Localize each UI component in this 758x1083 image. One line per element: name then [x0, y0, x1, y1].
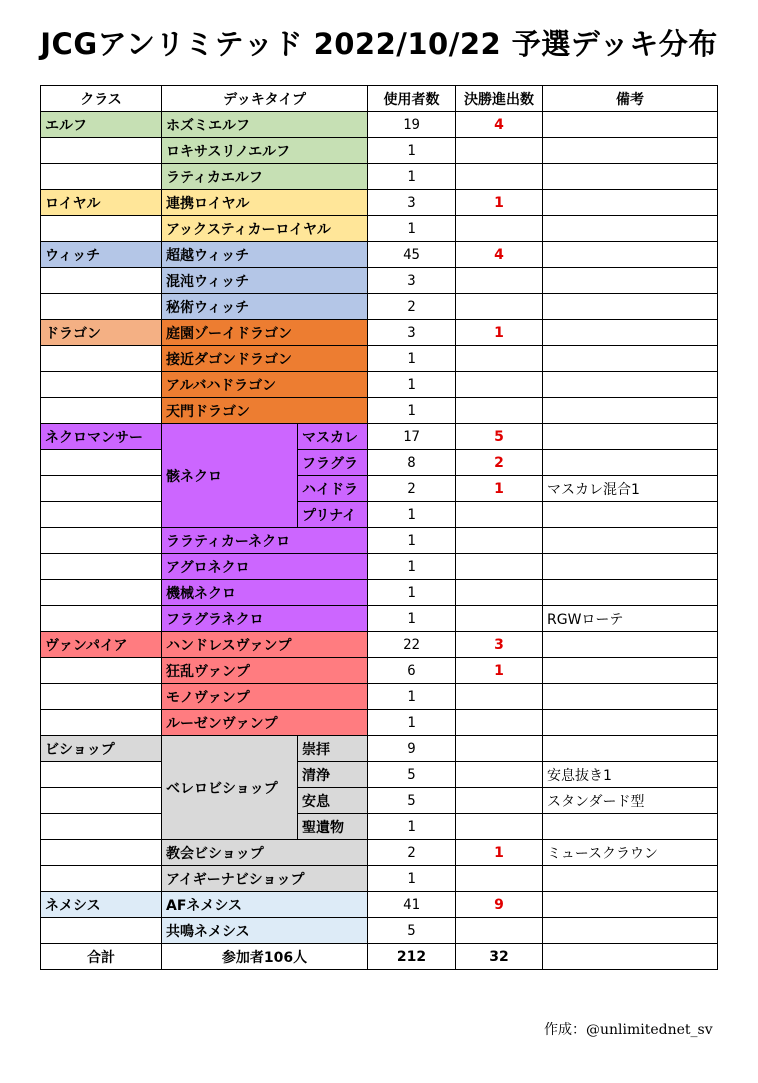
total-label: 合計 — [41, 944, 162, 970]
deck-cell: ラティカエルフ — [162, 164, 368, 190]
table-row — [41, 788, 718, 814]
note-cell — [543, 424, 718, 450]
users-cell: 2 — [368, 294, 456, 320]
class-cell: ドラゴン — [41, 320, 162, 346]
users-cell: 41 — [368, 892, 456, 918]
table-row — [41, 138, 718, 164]
note-cell — [543, 892, 718, 918]
deck-distribution-table — [40, 85, 718, 970]
finals-cell: 3 — [456, 632, 543, 658]
users-cell: 1 — [368, 814, 456, 840]
deck-cell: 機械ネクロ — [162, 580, 368, 606]
note-cell — [543, 346, 718, 372]
header-users: 使用者数 — [368, 86, 456, 112]
users-cell: 9 — [368, 736, 456, 762]
class-cell — [41, 164, 162, 190]
table-row — [41, 320, 718, 346]
users-cell: 1 — [368, 606, 456, 632]
deck-cell: AFネメシス — [162, 892, 368, 918]
deck-cell: 庭園ゾーイドラゴン — [162, 320, 368, 346]
deck-cell: 接近ダゴンドラゴン — [162, 346, 368, 372]
finals-cell: 1 — [456, 190, 543, 216]
note-cell: RGWローテ — [543, 606, 718, 632]
finals-cell — [456, 138, 543, 164]
table-row — [41, 814, 718, 840]
note-cell — [543, 710, 718, 736]
class-cell — [41, 528, 162, 554]
class-cell — [41, 450, 162, 476]
users-cell: 1 — [368, 372, 456, 398]
finals-cell — [456, 398, 543, 424]
class-cell: ネクロマンサー — [41, 424, 162, 450]
table-row — [41, 476, 718, 502]
table-row — [41, 840, 718, 866]
class-cell: ネメシス — [41, 892, 162, 918]
finals-cell: 4 — [456, 242, 543, 268]
deck-cell: 教会ビショップ — [162, 840, 368, 866]
note-cell — [543, 658, 718, 684]
class-cell — [41, 710, 162, 736]
note-cell — [543, 138, 718, 164]
users-cell: 1 — [368, 528, 456, 554]
total-users: 212 — [368, 944, 456, 970]
note-cell — [543, 684, 718, 710]
table-row — [41, 918, 718, 944]
finals-cell — [456, 528, 543, 554]
users-cell: 3 — [368, 268, 456, 294]
table-row — [41, 632, 718, 658]
note-cell — [543, 164, 718, 190]
table-row — [41, 372, 718, 398]
class-cell: エルフ — [41, 112, 162, 138]
note-cell — [543, 502, 718, 528]
note-cell — [543, 242, 718, 268]
table-row — [41, 346, 718, 372]
finals-cell — [456, 580, 543, 606]
class-cell: ロイヤル — [41, 190, 162, 216]
deck-cell: アックスティカーロイヤル — [162, 216, 368, 242]
deck-cell: 天門ドラゴン — [162, 398, 368, 424]
deck-cell: 超越ウィッチ — [162, 242, 368, 268]
class-cell — [41, 268, 162, 294]
page-title: JCGアンリミテッド 2022/10/22 予選デッキ分布 — [40, 27, 718, 61]
finals-cell — [456, 372, 543, 398]
finals-cell: 2 — [456, 450, 543, 476]
finals-cell — [456, 762, 543, 788]
sub-type-cell: 崇拝 — [298, 736, 368, 762]
table-row — [41, 450, 718, 476]
sub-type-cell: 聖遺物 — [298, 814, 368, 840]
note-cell — [543, 268, 718, 294]
finals-cell — [456, 346, 543, 372]
finals-cell: 1 — [456, 320, 543, 346]
finals-cell — [456, 788, 543, 814]
finals-cell — [456, 502, 543, 528]
class-cell — [41, 216, 162, 242]
sub-type-cell: マスカレ — [298, 424, 368, 450]
class-cell — [41, 658, 162, 684]
finals-cell — [456, 736, 543, 762]
deck-cell: ロキサスリノエルフ — [162, 138, 368, 164]
finals-cell — [456, 684, 543, 710]
finals-cell — [456, 216, 543, 242]
note-cell — [543, 528, 718, 554]
users-cell: 1 — [368, 580, 456, 606]
deck-cell: 混沌ウィッチ — [162, 268, 368, 294]
table-row — [41, 502, 718, 528]
header-class: クラス — [41, 86, 162, 112]
users-cell: 3 — [368, 320, 456, 346]
note-cell — [543, 814, 718, 840]
deck-cell: フラグラネクロ — [162, 606, 368, 632]
deck-cell: アグロネクロ — [162, 554, 368, 580]
class-cell — [41, 398, 162, 424]
users-cell: 1 — [368, 684, 456, 710]
author-credit: 作成：@unlimitednet_sv — [544, 1022, 713, 1038]
note-cell: マスカレ混合1 — [543, 476, 718, 502]
class-cell: ウィッチ — [41, 242, 162, 268]
finals-cell — [456, 554, 543, 580]
table-row — [41, 294, 718, 320]
note-cell — [543, 320, 718, 346]
deck-cell: ララティカーネクロ — [162, 528, 368, 554]
finals-cell — [456, 164, 543, 190]
table-row — [41, 658, 718, 684]
total-finals: 32 — [456, 944, 543, 970]
class-cell: ヴァンパイア — [41, 632, 162, 658]
users-cell: 1 — [368, 398, 456, 424]
table-row — [41, 736, 718, 762]
sub-type-cell: 清浄 — [298, 762, 368, 788]
users-cell: 5 — [368, 788, 456, 814]
table-row — [41, 580, 718, 606]
users-cell: 19 — [368, 112, 456, 138]
table-row — [41, 268, 718, 294]
class-cell — [41, 918, 162, 944]
users-cell: 6 — [368, 658, 456, 684]
table-row — [41, 424, 718, 450]
finals-cell: 4 — [456, 112, 543, 138]
class-cell — [41, 684, 162, 710]
header-row — [41, 86, 718, 112]
class-cell — [41, 346, 162, 372]
table-row — [41, 762, 718, 788]
users-cell: 2 — [368, 840, 456, 866]
finals-cell — [456, 294, 543, 320]
deck-cell: アイギーナビショップ — [162, 866, 368, 892]
table-row — [41, 892, 718, 918]
table-row — [41, 164, 718, 190]
finals-cell: 1 — [456, 476, 543, 502]
deck-cell: ルーゼンヴァンプ — [162, 710, 368, 736]
users-cell: 8 — [368, 450, 456, 476]
deck-cell: ハンドレスヴァンプ — [162, 632, 368, 658]
total-row — [41, 944, 718, 970]
finals-cell — [456, 814, 543, 840]
note-cell — [543, 632, 718, 658]
class-cell — [41, 294, 162, 320]
finals-cell: 1 — [456, 840, 543, 866]
users-cell: 22 — [368, 632, 456, 658]
deck-cell: 連携ロイヤル — [162, 190, 368, 216]
class-cell — [41, 502, 162, 528]
class-cell — [41, 762, 162, 788]
users-cell: 3 — [368, 190, 456, 216]
note-cell — [543, 450, 718, 476]
table-row — [41, 216, 718, 242]
class-cell — [41, 138, 162, 164]
finals-cell: 1 — [456, 658, 543, 684]
table-row — [41, 684, 718, 710]
finals-cell — [456, 268, 543, 294]
table-row — [41, 710, 718, 736]
users-cell: 1 — [368, 554, 456, 580]
class-cell — [41, 866, 162, 892]
sub-type-cell: ハイドラ — [298, 476, 368, 502]
total-note — [543, 944, 718, 970]
total-participants: 参加者106人 — [162, 944, 368, 970]
users-cell: 5 — [368, 918, 456, 944]
table-row — [41, 242, 718, 268]
note-cell — [543, 112, 718, 138]
users-cell: 5 — [368, 762, 456, 788]
note-cell: ミュースクラウン — [543, 840, 718, 866]
note-cell: 安息抜き1 — [543, 762, 718, 788]
note-cell — [543, 294, 718, 320]
class-cell — [41, 606, 162, 632]
class-cell — [41, 476, 162, 502]
finals-cell — [456, 606, 543, 632]
class-cell — [41, 372, 162, 398]
table-row — [41, 554, 718, 580]
note-cell — [543, 866, 718, 892]
table-row — [41, 866, 718, 892]
class-cell — [41, 554, 162, 580]
table-row — [41, 606, 718, 632]
note-cell — [543, 580, 718, 606]
table-row — [41, 190, 718, 216]
deck-cell: 共鳴ネメシス — [162, 918, 368, 944]
sub-type-cell: 安息 — [298, 788, 368, 814]
class-cell — [41, 788, 162, 814]
class-cell: ビショップ — [41, 736, 162, 762]
note-cell — [543, 736, 718, 762]
finals-cell — [456, 918, 543, 944]
table-row — [41, 112, 718, 138]
table-row — [41, 398, 718, 424]
users-cell: 1 — [368, 138, 456, 164]
note-cell — [543, 398, 718, 424]
header-deck-type: デッキタイプ — [162, 86, 368, 112]
note-cell — [543, 918, 718, 944]
finals-cell: 5 — [456, 424, 543, 450]
users-cell: 1 — [368, 346, 456, 372]
sub-type-cell: フラグラ — [298, 450, 368, 476]
note-cell — [543, 190, 718, 216]
deck-cell: 狂乱ヴァンプ — [162, 658, 368, 684]
users-cell: 1 — [368, 216, 456, 242]
users-cell: 1 — [368, 866, 456, 892]
users-cell: 17 — [368, 424, 456, 450]
users-cell: 2 — [368, 476, 456, 502]
finals-cell: 9 — [456, 892, 543, 918]
note-cell: スタンダード型 — [543, 788, 718, 814]
users-cell: 1 — [368, 502, 456, 528]
header-finals: 決勝進出数 — [456, 86, 543, 112]
users-cell: 45 — [368, 242, 456, 268]
header-notes: 備考 — [543, 86, 718, 112]
note-cell — [543, 372, 718, 398]
deck-group-cell: 骸ネクロ — [162, 424, 298, 528]
sub-type-cell: プリナイ — [298, 502, 368, 528]
deck-cell: 秘術ウィッチ — [162, 294, 368, 320]
note-cell — [543, 216, 718, 242]
class-cell — [41, 840, 162, 866]
deck-cell: モノヴァンプ — [162, 684, 368, 710]
class-cell — [41, 814, 162, 840]
deck-group-cell: ベレロビショップ — [162, 736, 298, 840]
table-row — [41, 528, 718, 554]
note-cell — [543, 554, 718, 580]
users-cell: 1 — [368, 164, 456, 190]
deck-cell: アルバハドラゴン — [162, 372, 368, 398]
finals-cell — [456, 866, 543, 892]
users-cell: 1 — [368, 710, 456, 736]
finals-cell — [456, 710, 543, 736]
deck-cell: ホズミエルフ — [162, 112, 368, 138]
class-cell — [41, 580, 162, 606]
